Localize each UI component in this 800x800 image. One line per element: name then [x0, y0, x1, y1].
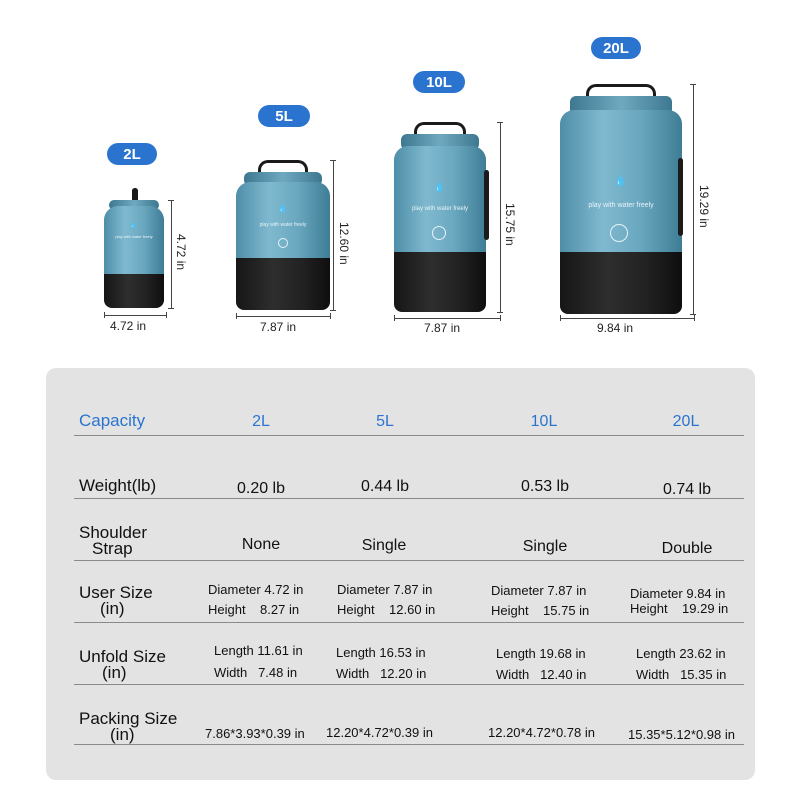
user-size-2l-height: Height 8.27 in — [208, 602, 300, 617]
unfold-size-20l-length: Length 23.62 in — [636, 646, 726, 661]
user-size-5l-height: Height 12.60 in — [337, 602, 436, 617]
dim-tick — [497, 312, 503, 313]
width-label-20l: 9.84 in — [597, 321, 634, 335]
dim-tick — [168, 308, 174, 309]
bag-tagline: play with water freely — [259, 222, 307, 228]
bag-2l — [104, 188, 164, 308]
user-size-10l-diameter: Diameter 7.87 in — [491, 583, 587, 598]
row-divider — [74, 744, 744, 745]
water-drop-icon: 💧 — [614, 176, 628, 187]
user-size-20l-height: Height 19.29 in — [630, 601, 729, 616]
width-label-10l: 7.87 in — [424, 321, 461, 335]
bag-tagline: play with water freely — [115, 234, 153, 239]
bag-5l — [236, 160, 330, 310]
width-label-2l: 4.72 in — [110, 319, 147, 333]
packing-size-label-line1: Packing Size — [79, 709, 178, 728]
bag-lower-black — [394, 252, 486, 312]
unfold-size-2l-length: Length 11.61 in — [214, 643, 303, 658]
packing-size-label-line2: (in) — [110, 725, 135, 744]
capacity-col-5l: 5L — [376, 413, 394, 430]
dim-tick — [560, 315, 561, 321]
user-size-20l-diameter: Diameter 9.84 in — [630, 586, 726, 601]
dim-tick — [168, 200, 174, 201]
packing-size-20l: 15.35*5.12*0.98 in — [628, 727, 735, 742]
bag-handle — [132, 188, 138, 200]
capacity-badge-5l: 5L — [258, 105, 310, 127]
capacity-header-label: Capacity — [79, 411, 146, 430]
user-size-10l-height: Height 15.75 in — [491, 603, 590, 618]
height-dim-line-5l — [333, 160, 334, 310]
strap-10l: Single — [522, 538, 568, 555]
dim-tick — [694, 315, 695, 321]
dim-tick — [394, 315, 395, 321]
packing-size-2l: 7.86*3.93*0.39 in — [205, 726, 305, 741]
capacity-badge-20l: 20L — [591, 37, 641, 59]
bag-lower-black — [560, 252, 682, 314]
unfold-size-10l-length: Length 19.68 in — [496, 646, 586, 661]
width-dim-line-5l — [236, 316, 330, 317]
dim-tick — [166, 312, 167, 318]
row-divider — [74, 560, 744, 561]
dim-tick — [497, 122, 503, 123]
bag-20l — [560, 84, 682, 314]
width-dim-line-10l — [394, 318, 500, 319]
user-size-label-line2: (in) — [100, 599, 125, 618]
unfold-size-5l-length: Length 16.53 in — [336, 645, 426, 660]
capacity-col-2l: 2L — [252, 413, 270, 430]
capacity-col-10l: 10L — [530, 413, 558, 430]
dim-tick — [330, 160, 336, 161]
unfold-size-20l-width: Width 15.35 in — [636, 667, 727, 682]
side-strap — [678, 158, 683, 236]
unfold-size-5l-width: Width 12.20 in — [336, 666, 427, 681]
capacity-col-20l: 20L — [672, 413, 700, 430]
row-divider — [74, 435, 744, 436]
weight-2l: 0.20 lb — [236, 480, 286, 497]
dim-tick — [104, 312, 105, 318]
unfold-size-2l-width: Width 7.48 in — [214, 665, 298, 680]
bag-lower-black — [104, 274, 164, 308]
dim-tick — [330, 313, 331, 319]
width-dim-line-2l — [104, 315, 166, 316]
strap-2l: None — [241, 536, 281, 553]
unfold-size-label-line1: Unfold Size — [79, 647, 166, 666]
user-size-5l-diameter: Diameter 7.87 in — [337, 582, 433, 597]
bag-logo-circle — [278, 238, 288, 248]
spec-table — [46, 368, 755, 780]
water-drop-icon: 💧 — [433, 182, 447, 192]
capacity-badge-10l: 10L — [413, 71, 465, 93]
height-label-5l: 12.60 in — [337, 222, 351, 265]
strap-5l: Single — [361, 537, 407, 554]
unfold-size-label-line2: (in) — [102, 663, 127, 682]
strap-20l: Double — [661, 540, 713, 557]
bag-upper-translucent — [394, 146, 486, 258]
user-size-label-line1: User Size — [79, 583, 153, 602]
height-label-2l: 4.72 in — [174, 234, 188, 271]
height-dim-line-10l — [500, 122, 501, 312]
user-size-2l-diameter: Diameter 4.72 in — [208, 582, 304, 597]
bag-logo-circle — [610, 224, 628, 242]
bag-tagline: play with water freely — [588, 202, 654, 209]
row-divider — [74, 684, 744, 685]
dim-tick — [690, 84, 696, 85]
height-label-10l: 15.75 in — [503, 203, 517, 246]
bag-10l — [394, 122, 486, 312]
shoulder-strap-label-line2: Strap — [92, 539, 133, 558]
row-divider — [74, 498, 744, 499]
water-drop-icon: 💧 — [129, 223, 139, 229]
dim-tick — [690, 314, 696, 315]
weight-20l: 0.74 lb — [662, 481, 712, 498]
bag-lower-black — [236, 258, 330, 310]
capacity-badge-2l: 2L — [107, 143, 157, 165]
bag-logo-circle — [432, 226, 446, 240]
dim-tick — [500, 315, 501, 321]
weight-5l: 0.44 lb — [360, 478, 410, 495]
height-label-20l: 19.29 in — [697, 185, 711, 228]
unfold-size-10l-width: Width 12.40 in — [496, 667, 587, 682]
width-label-5l: 7.87 in — [260, 320, 297, 334]
shoulder-strap-label-line1: Shoulder — [79, 523, 148, 542]
water-drop-icon: 💧 — [277, 204, 289, 213]
bag-upper-translucent — [104, 206, 164, 276]
packing-size-10l: 12.20*4.72*0.78 in — [488, 725, 595, 740]
weight-10l: 0.53 lb — [520, 478, 570, 495]
height-dim-line-2l — [171, 200, 172, 308]
packing-size-5l: 12.20*4.72*0.39 in — [326, 725, 433, 740]
side-strap — [484, 170, 489, 240]
dim-tick — [236, 313, 237, 319]
dim-tick — [330, 310, 336, 311]
width-dim-line-20l — [560, 318, 694, 319]
bag-tagline: play with water freely — [411, 206, 469, 212]
row-divider — [74, 622, 744, 623]
height-dim-line-20l — [693, 84, 694, 314]
weight-label: Weight(lb) — [79, 476, 157, 495]
